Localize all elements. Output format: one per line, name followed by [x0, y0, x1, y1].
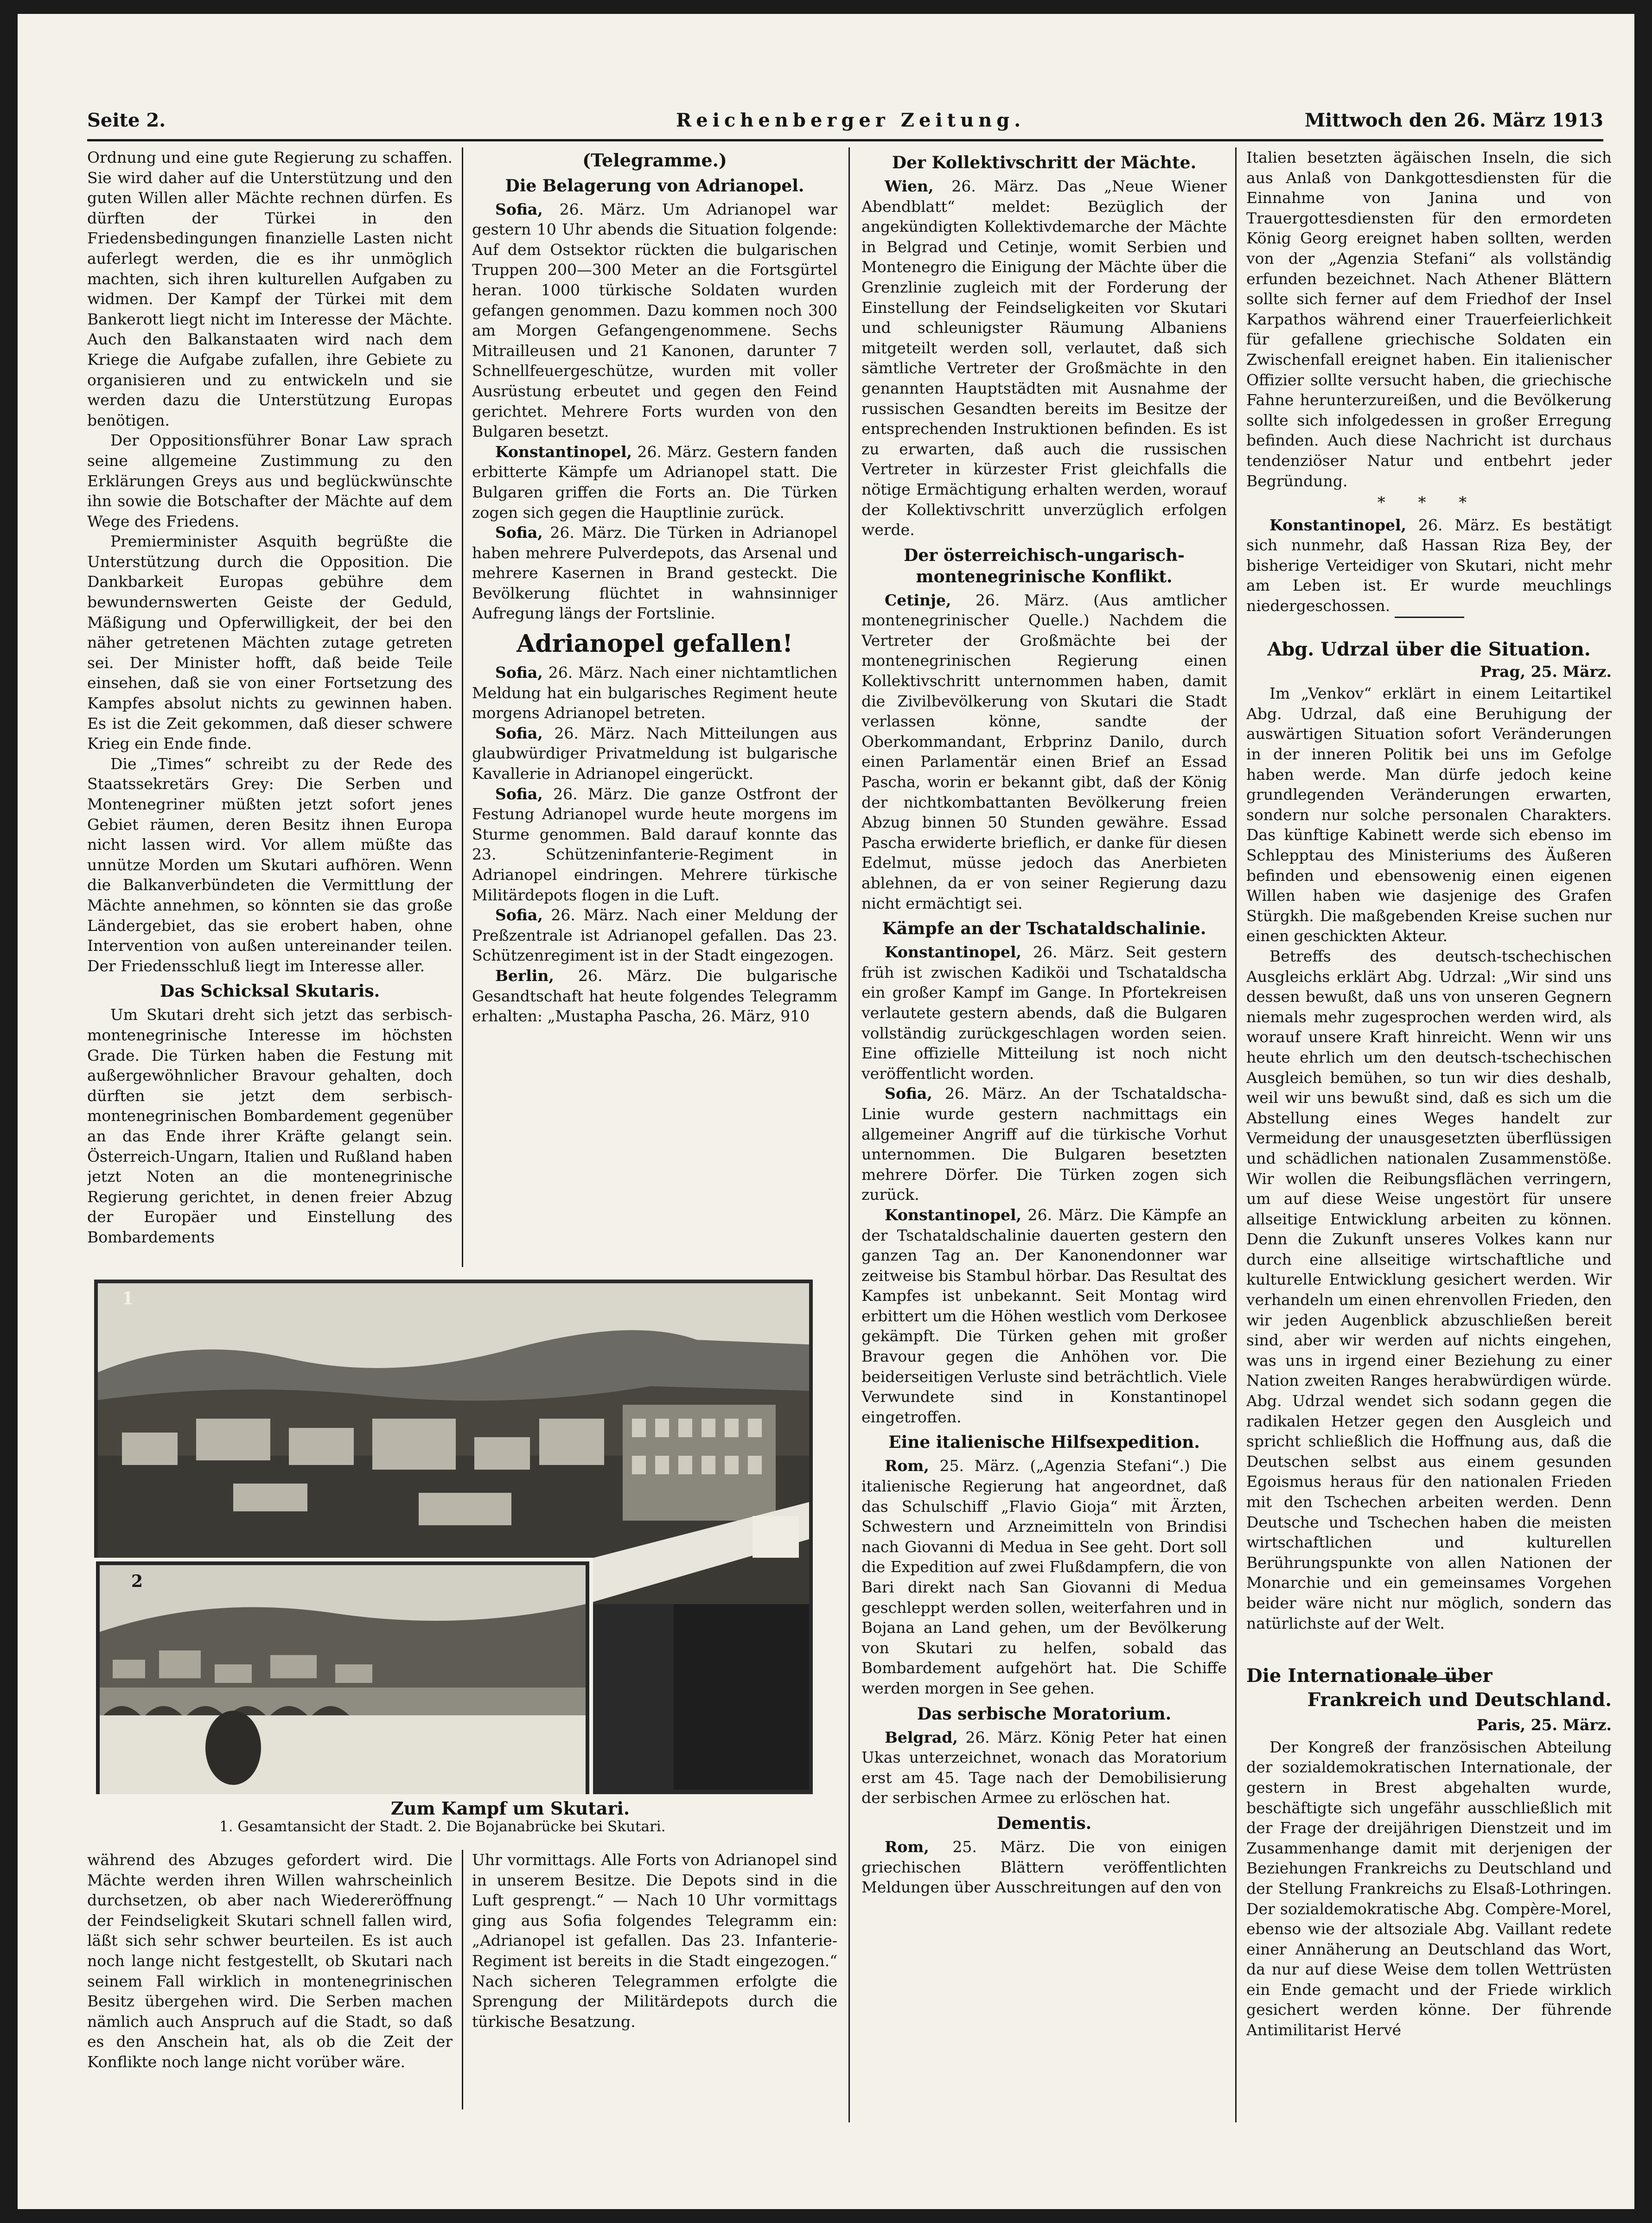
dispatch-place: Sofia, — [495, 906, 543, 924]
dispatch-place: Cetinje, — [885, 591, 951, 609]
section-heading: Kämpfe an der Tschataldschalinie. — [882, 919, 1206, 939]
section-heading: Das serbische Moratorium. — [917, 1704, 1172, 1724]
dispatch-text: 26. März. Das „Neue Wiener Abendblatt“ meldet: Bezüglich der angekündigten Kollektivdemarche der Mächte in Belgrad und Cetinje, womit Serbien und Montenegro die Einigung der Mächte über die Grenzlinie zugleich mit der Forderung der Einstellung der Feindseligkeiten vor Skutari und schleunigster Räumung Albaniens mitgeteilt werden soll, verlautet, daß sich sämtliche Vertreter der Großmächte in den genannten Hauptstädten mit Ausnahme der russischen Gesandten bereits im Besitze der entsprechenden Instruktionen befinden. Es ist zu erwarten, daß auch die russischen Vertreter in kürzester Frist gleichfalls die nötige Ermächtigung erhalten werden, worauf der Kollektivschritt unverzüglich erfolgen werde. — [861, 177, 1227, 539]
section-heading: Die Belagerung von Adrianopel. — [505, 176, 804, 196]
article-text: Um Skutari dreht sich jetzt das serbisch-montenegrinische Interesse im höchsten Grade. Die Türken haben die Festung mit außergewöhnlicher Bravour gehalten, doch dürften sie jetzt dem serbisch-montenegrinischen Bombardement gegenüber an das Ende ihrer Kräfte gelangt sein. Österreich-Ungarn, Italien und Rußland haben jetzt Noten an die montenegrinische Regierung gerichtet, in denen freier Abzug der Europäer und Einstellung des Bombardements — [87, 1006, 453, 1246]
article-text: während des Abzuges gefordert wird. Die Mächte werden ihren Willen wahrscheinlich durchsetzen, ob aber nach Wiedereröffnung der Feindseligkeit Skutari schnell fallen wird, läßt sich sehr schwer beurteilen. Es ist auch noch lange nicht festgestellt, ob Skutari nach seinem Fall wirklich in montenegrinischen Besitz übergehen wird. Die Serben machen nämlich auch Anspruch auf die Stadt, so daß es den Anschein hat, als ob die Zeit der Konflikte noch lange nicht vorüber wäre. — [87, 1851, 453, 2071]
figure-number-1: 1 — [122, 1289, 134, 1308]
dispatch — [472, 662, 837, 723]
dispatch-text: 26. März. Die Türken in Adrianopel haben mehrere Pulverdepots, das Arsenal und mehrere Kasernen in Brand gesteckt. Die Bevölkerung flüchtet in wahnsinniger Aufregung längs der Fortslinie. — [472, 523, 837, 623]
dispatch-place: Rom, — [885, 1837, 929, 1856]
dispatch-place: Belgrad, — [885, 1728, 958, 1746]
dispatch — [861, 1083, 1227, 1205]
dispatch-text: 26. März. Gestern fanden erbitterte Kämpfe um Adrianopel statt. Die Bulgaren griffen die Forts an. Die Türken zogen sich gegen die Hauptlinie zurück. — [472, 442, 837, 522]
section-heading: Der österreichisch-ungarisch-montenegrinische Konflikt. — [904, 545, 1185, 586]
article-text: Betreffs des deutsch-tschechischen Ausgleichs erklärt Abg. Udrzal: „Wir sind uns dessen bewußt, daß uns von unseren Gegnern niemals mehr zugesprochen werden wird, als worauf unsere Kraft hinreicht. Wenn wir uns heute ehrlich um den deutsch-tschechischen Ausgleich bemühen, so tun wir dies deshalb, weil wir uns bewußt sind, daß es sich um die Abstellung eines Weges handelt zur Vermeidung der unausgesetzten überflüssigen und schädlichen nationalen Zusammenstöße. Wir wollen die Reibungsflächen verringern, um auf diese Weise ungestört für unsere allseitige Entwicklung arbeiten zu können. Denn die Zukunft unseres Volkes kann nur durch eine allseitige wirtschaftliche und kulturelle Entwicklung gesichert werden. Wir verhandeln um einen ehrenvollen Frieden, den wir jeden Augenblick abzuschließen bereit sind, aber wir werden auf nichts eingehen, was uns in irgend einer Beziehung zu einer Nation zweiten Ranges herabwürdigen würde. Abg. Udrzal wendet sich sodann gegen die radikalen Hetzer gegen den Ausgleich und spricht schließlich die Hoffnung aus, daß die Deutschen selbst aus einem gesunden Egoismus heraus für den nationalen Frieden mit den Tschechen arbeiten werden. Denn Deutsche und Tschechen haben die meisten wirtschaftlichen und kulturellen Berührungspunkte von allen Nationen der Monarchie und ein gemeinsames Vorgehen beider wäre nicht nur möglich, sondern das natürlichste auf der Welt. — [1246, 947, 1612, 1632]
dispatch-text: 25. März. („Agenzia Stefani“.) Die italienische Regierung hat angeordnet, daß das Schulschiff „Flavio Gioja“ mit Ärzten, Schwestern und Arzneimitteln von Brindisi nach Giovanni di Medua in See geht. Dort soll die Expedition auf zwei Flußdampfern, die von Bari direkt nach San Giovanni di Medua geschleppt werden sollen, weiterfahren und in Bojana an Land gehen, um der Bevölkerung von Skutari zu helfen, sobald das Bombardement aufgehört hat. Die Schiffe werden morgen in See gehen. — [861, 1457, 1227, 1697]
dispatch — [472, 905, 837, 966]
skutari-photo-montage — [94, 1280, 831, 1794]
article-text: Premierminister Asquith begrüßte die Unterstützung durch die Opposition. Die Dankbarkeit Europas gebühre dem bewundernswerten Geiste der Geduld, Mäßigung und Opferwilligkeit, der bei den näher getretenen Mächten zutage getreten sei. Der Minister hofft, daß beide Teile einsehen, daß sie von einer Fortsetzung des Kampfes absolut nichts zu gewinnen haben. Es ist die Zeit gekommen, daß dieser schwere Krieg ein Ende finde. — [87, 532, 453, 753]
column-rule-4 — [462, 1850, 463, 2109]
dispatch-text: 26. März. Um Adrianopel war gestern 10 Uhr abends die Situation folgende: Auf dem Ostsektor rückten die bulgarischen Truppen 200—300 Meter an die Fortsgürtel heran. 1000 türkische Soldaten wurden gefangen genommen. Dazu kommen noch 300 am Morgen Gefangengenommene. Sechs Mitrailleusen und 21 Kanonen, darunter 7 Schnellfeuergeschütze, wurden mit voller Ausrüstung erbeutet und gegen den Feind gerichtet. Mehrere Forts wurden von den Bulgaren besetzt. — [472, 200, 837, 441]
column-2-continued — [472, 1850, 837, 2109]
skutari-illustration — [94, 1280, 831, 1841]
page-number: Seite 2. — [87, 109, 166, 131]
column-3 — [861, 147, 1227, 2122]
dispatch-place: Sofia, — [495, 724, 543, 742]
dispatch — [472, 199, 837, 442]
dispatch-text: 26. März. Nach einer nichtamtlichen Meldung hat ein bulgarisches Regiment heute morgens Adrianopel betreten. — [472, 663, 837, 722]
section-heading: Eine italienische Hilfsexpedition. — [888, 1433, 1200, 1452]
section-heading: Das Schicksal Skutaris. — [159, 981, 380, 1001]
dispatch-text: 26. März. Die Kämpfe an der Tschataldschalinie dauerten gestern den ganzen Tag an. Der Kanonendonner war zeitweise bis Stambul hörbar. Das Resultat des Kampfes ist unbekannt. Seit Montag wird erbittert um die Höhen westlich vom Derkosee gekämpft. Die Türken gehen mit großer Bravour gegen die Anhöhen vor. Die beiderseitigen Verluste sind beträchtlich. Viele Verwundete sind in Konstantinopel eingetroffen. — [861, 1205, 1227, 1426]
dispatch-place: Sofia, — [495, 523, 543, 542]
column-2 — [472, 147, 837, 1267]
dispatch — [472, 966, 837, 1026]
dispatch — [472, 723, 837, 784]
headline-adrianopel-gefallen: Adrianopel gefallen! — [516, 630, 793, 658]
dispatch-place: Wien, — [885, 177, 934, 195]
dispatch — [1246, 515, 1612, 616]
dispatch-text: 26. März. Nach Mitteilungen aus glaubwürdiger Privatmeldung ist bulgarische Kavallerie in Adrianopel eingerückt. — [472, 724, 837, 783]
dispatch-place: Konstantinopel, — [885, 1205, 1022, 1224]
section-heading: Der Kollektivschritt der Mächte. — [892, 153, 1197, 172]
telegram-heading: (Telegramme.) — [582, 150, 727, 171]
dispatch-place: Sofia, — [495, 200, 543, 218]
section-heading-internationale: Die Internationale über — [1246, 1665, 1493, 1687]
dispatch-text: 26. März. (Aus amtlicher montenegrinischer Quelle.) Nachdem die Vertreter der Großmächte bei der montenegrinischen Regierung einen Kollektivschritt unternommen haben, damit die Zivilbevölkerung von Skutari die Stadt verlassen könne, sandte der Oberkommandant, Erbprinz Danilo, durch einen Parlamentär einen Brief an Essad Pascha, worin er bekannt gibt, daß der König der nichtkombattanten Bevölkerung freien Abzug binnen 50 Stunden gewähre. Essad Pascha erwiderte brieflich, er danke für diesen Edelmut, müsse jedoch das Anerbieten ablehnen, da er von seiner Regierung dazu nicht ermächtigt sei. — [861, 591, 1227, 912]
dispatch-text: 26. März. An der Tschataldscha-Linie wurde gestern nachmittags ein allgemeiner Angriff auf die türkische Vorhut unternommen. Die Bulgaren besetzten mehrere Dörfer. Die Türken zogen sich zurück. — [861, 1084, 1227, 1204]
section-heading-udrzal: Abg. Udrzal über die Situation. — [1267, 638, 1591, 660]
figure-caption: 1. Gesamtansicht der Stadt. 2. Die Bojanabrücke bei Skutari. — [219, 1818, 666, 1835]
article-text: Die „Times“ schreibt zu der Rede des Staatssekretärs Grey: Die Serben und Montenegriner müßten jetzt sofort jenes Gebiet räumen, deren Besitz ihnen Europa nicht lassen wird. Vor allem müßte das unnütze Morden um Skutari aufhören. Wenn die Balkanverbündeten die Vermittlung der Mächte annehmen, so könnten sie das große Ländergebiet, das sie erobert haben, ohne Intervention von außen untereinander teilen. Der Friedensschluß liegt im Interesse aller. — [87, 754, 453, 975]
masthead — [87, 107, 1603, 141]
dispatch-text: 26. März. König Peter hat einen Ukas unterzeichnet, wonach das Moratorium erst am 45. Tage nach der Demobilisierung der serbischen Armee zu erlöschen hat. — [861, 1728, 1227, 1807]
figure-number-2: 2 — [131, 1572, 143, 1591]
dispatch-text: 26. März. Es bestätigt sich nunmehr, daß Hassan Riza Bey, der bisherige Verteidiger von Skutari, nicht mehr am Leben ist. Er wurde meuchlings niedergeschossen. — [1246, 516, 1612, 615]
column-1 — [87, 147, 453, 1267]
dispatch-text: 26. März. Die ganze Ostfront der Festung Adrianopel wurde heute morgens im Sturme genommen. Bald darauf konnte das 23. Schützeninfanterie-Regiment in Adrianopel eindringen. Mehrere türkische Militärdepots flogen in die Luft. — [472, 784, 837, 904]
dispatch-place: Konstantinopel, — [1269, 516, 1407, 534]
dispatch-text: 26. März. Seit gestern früh ist zwischen Kadiköi und Tschataldscha ein großer Kampf im Gange. In Pfortekreisen verlautete gestern abends, daß die Bulgaren vollständig zurückgeschlagen worden seien. Eine offizielle Mitteilung ist noch nicht veröffentlicht worden. — [861, 943, 1227, 1083]
dispatch — [861, 1456, 1227, 1698]
dispatch — [861, 176, 1227, 540]
issue-date: Mittwoch den 26. März 1913 — [1304, 109, 1603, 131]
column-4 — [1246, 147, 1612, 2122]
article-text: Der Oppositionsführer Bonar Law sprach seine allgemeine Zustimmung zu den Erklärungen Greys aus und beglückwünschte ihn sowie die Botschafter der Mächte auf dem Wege des Friedens. — [87, 431, 453, 530]
dispatch — [472, 784, 837, 905]
dispatch-place: Rom, — [885, 1457, 929, 1475]
dispatch-place: Sofia, — [495, 784, 543, 803]
section-heading-internationale-2: Frankreich und Deutschland. — [1307, 1689, 1612, 1711]
dispatch-place: Konstantinopel, — [885, 943, 1022, 962]
article-text: Uhr vormittags. Alle Forts von Adrianopel sind in unserem Besitze. Die Depots sind in die Luft gesprengt.“ — Nach 10 Uhr vormittags ging aus Sofia folgendes Telegramm ein: „Adrianopel ist gefallen. Das 23. Infanterie-Regiment ist bereits in die Stadt eingezogen.“ Nach sicheren Telegrammen erfolgte die Sprengung der Militärdepots durch die türkische Besatzung. — [472, 1851, 837, 2031]
dispatch-text: 25. März. Die von einigen griechischen Blättern veröffentlichten Meldungen über Ausschreitungen auf den von — [861, 1837, 1227, 1897]
article-text: Im „Venkov“ erklärt in einem Leitartikel Abg. Udrzal, daß eine Beruhigung der auswärtigen Situation sofort Veränderungen in der inneren Politik bei uns im Gefolge haben werde. Man dürfe jedoch keine grundlegenden Veränderungen erwarten, sondern nur solche personalen Charakters. Das künftige Kabinett werde sich ebenso im Schlepptau des Ministeriums des Äußeren befinden und ebensowenig einen eigenen Willen haben wie dasjenige des Grafen Stürgkh. Die maßgebenden Kreise suchen nur einen geschickten Akteur. — [1246, 684, 1612, 945]
column-rule-3 — [1235, 147, 1237, 2122]
dispatch-text: 26. März. Nach einer Meldung der Preßzentrale ist Adrianopel gefallen. Das 23. Schützenregiment ist in der Stadt eingezogen. — [472, 906, 837, 965]
dispatch-text: 26. März. Die bulgarische Gesandtschaft hat heute folgendes Telegramm erhalten: „Mustapha Pascha, 26. März, 910 — [472, 966, 837, 1026]
dispatch — [861, 1837, 1227, 1898]
dateline: Prag, 25. März. — [1480, 662, 1612, 681]
dispatch — [472, 522, 837, 624]
dispatch-place: Konstantinopel, — [495, 442, 632, 461]
section-heading: Dementis. — [996, 1813, 1092, 1833]
figure-caption-title: Zum Kampf um Skutari. — [391, 1798, 630, 1819]
dateline: Paris, 25. März. — [1476, 1716, 1612, 1734]
column-rule-2 — [848, 147, 850, 2122]
article-text: Ordnung und eine gute Regierung zu schaffen. Sie wird daher auf die Unterstützung und den guten Willen aller Mächte rechnen dürfen. Es dürften der Türkei in den Friedensbedingungen finanzielle Lasten nicht auferlegt werden, die es ihr unmöglich machten, sich ihren kulturellen Aufgaben zu widmen. Der Kampf der Türkei mit dem Bankerott liegt nicht im Interesse der Mächte. Auch den Balkanstaaten wird nach dem Kriege die Aufgabe zufallen, ihre Gebiete zu organisieren und zu entwickeln und sie werden dazu die Unterstützung Europas benötigen. — [87, 148, 453, 429]
dispatch — [861, 590, 1227, 914]
column-1-continued — [87, 1850, 453, 2109]
dispatch — [861, 1205, 1227, 1427]
section-separator-stars: * * * — [1377, 493, 1481, 512]
dispatch — [861, 1727, 1227, 1808]
newspaper-title: Reichenberger Zeitung. — [676, 109, 1026, 131]
dispatch — [472, 442, 837, 522]
article-text: Italien besetzten ägäischen Inseln, die sich aus Anlaß von Dankgottesdiensten für die Einnahme von Janina und von Trauergottesdiensten für den ermordeten König Georg ereignet haben sollten, werden von der „Agenzia Stefani“ als vollständig erfunden bezeichnet. Nach Athener Blättern sollte sich ferner auf dem Friedhof der Insel Karpathos während einer Trauerfeierlichkeit für gefallene griechische Soldaten ein Zwischenfall ereignet haben. Ein italienischer Offizier sollte versucht haben, die griechische Fahne herunterzureißen, und die Bevölkerung sollte sich infolgedessen in großer Erregung befinden. Auch diese Nachricht ist durchaus tendenziöser Natur und entbehrt jeder Begründung. — [1246, 148, 1612, 490]
dispatch-place: Sofia, — [495, 663, 543, 682]
newspaper-page — [18, 14, 1634, 2209]
dispatch-place: Sofia, — [885, 1084, 932, 1103]
dispatch-place: Berlin, — [495, 966, 554, 985]
dispatch — [861, 942, 1227, 1083]
column-rule-1 — [462, 147, 463, 1267]
article-text: Der Kongreß der französischen Abteilung der sozialdemokratischen Internationale, der gestern in Brest abgehalten wurde, beschäftigte sich ungefähr ausschließlich mit der Frage der dreijährigen Dienstzeit und im Zusammenhange damit mit derjenigen der Beziehungen Frankreichs zu Deutschland und der Stellung Frankreichs zu Elsaß-Lothringen. Der sozialdemokratische Abg. Compère-Morel, ebenso wie der altsoziale Abg. Vaillant redete einer Annäherung an Deutschland das Wort, da nur auf diese Weise dem tollen Wettrüsten ein Ende gemacht und der Friede wirklich gesichert werden könne. Der führende Antimilitarist Hervé — [1246, 1738, 1612, 2039]
